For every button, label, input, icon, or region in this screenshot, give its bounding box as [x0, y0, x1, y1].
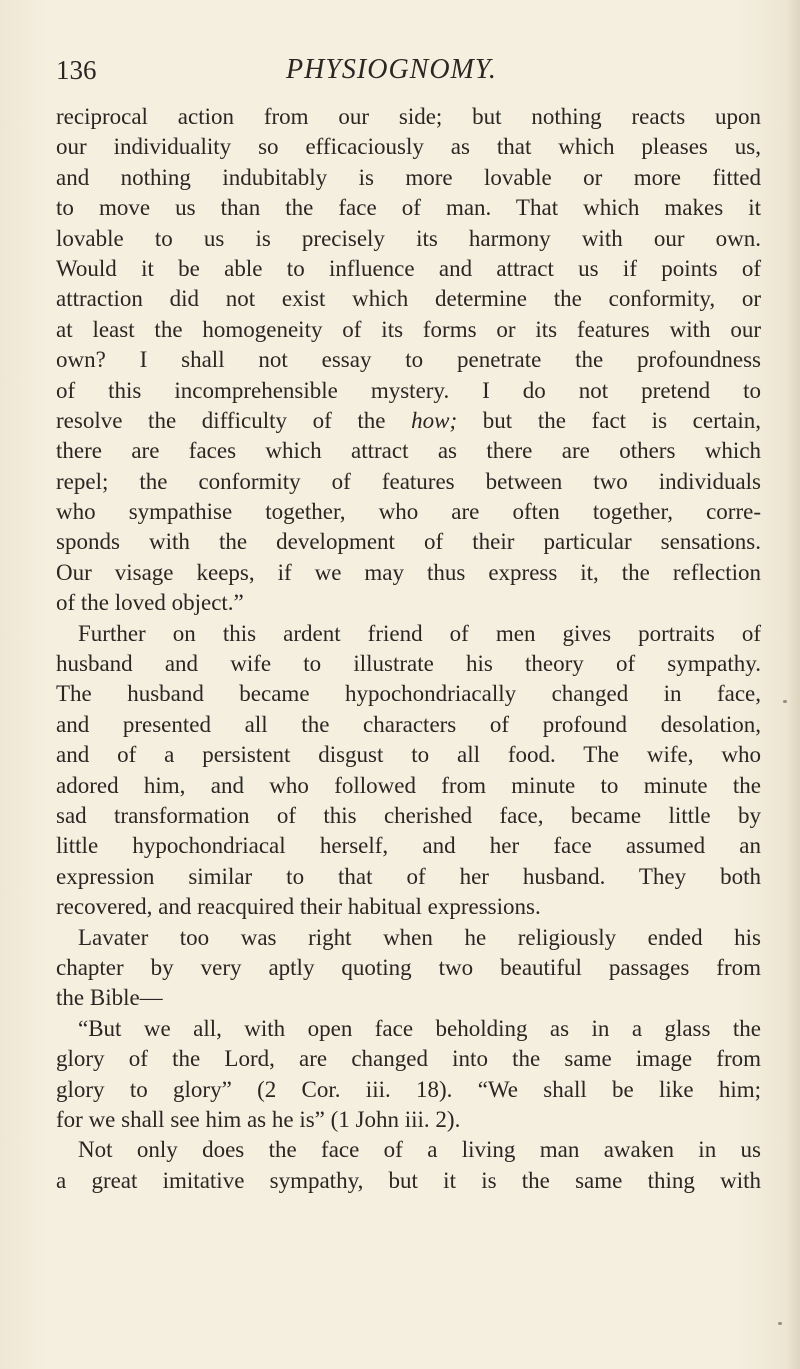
text-line	[56, 619, 761, 649]
text-run: the Bible—	[56, 985, 163, 1011]
running-title: PHYSIOGNOMY.	[286, 54, 497, 85]
text-line	[56, 771, 761, 801]
text-line	[56, 831, 761, 861]
text-run: and presented all the characters of profound desolation,	[56, 711, 761, 737]
text-line	[56, 315, 761, 345]
text-run: at least the homogeneity of its forms or its features with our	[56, 316, 761, 342]
text-run: sad transformation of this cherished face, became little by	[56, 802, 761, 828]
text-line	[56, 406, 761, 436]
text-run: sponds with the development of their particular sensations.	[56, 529, 761, 555]
text-line	[56, 892, 761, 922]
text-run: and nothing indubitably is more lovable or more fitted	[56, 164, 761, 190]
text-run: Further on this ardent friend of men gives portraits of	[78, 620, 761, 646]
body-text	[56, 102, 761, 1196]
text-line	[56, 649, 761, 679]
text-line	[56, 983, 761, 1013]
text-line	[56, 1044, 761, 1074]
text-run: there are faces which attract as there are others which	[56, 438, 761, 464]
text-run: little hypochondriacal herself, and her face assumed an	[56, 833, 761, 859]
text-line	[56, 284, 761, 314]
text-line	[56, 102, 761, 132]
text-line	[56, 1135, 761, 1165]
page-number: 136	[56, 55, 97, 85]
text-line	[56, 527, 761, 557]
text-run: and of a persistent disgust to all food. The wife, who	[56, 742, 761, 768]
text-run: reciprocal action from our side; but nothing reacts upon	[56, 104, 761, 129]
paper-speck	[783, 700, 787, 703]
text-line	[56, 588, 761, 618]
paper-speck	[778, 1322, 782, 1325]
text-run: Not only does the face of a living man awaken in us	[78, 1137, 761, 1163]
text-line	[56, 1075, 761, 1105]
text-run: Lavater too was right when he religiously ended his	[78, 924, 761, 950]
text-run: for we shall see him as he is” (1 John iii. 2).	[56, 1106, 461, 1132]
text-run: own? I shall not essay to penetrate the profoundness	[56, 347, 761, 373]
text-run: our individuality so efficaciously as that which pleases us,	[56, 134, 761, 160]
text-line	[56, 801, 761, 831]
text-run: glory to glory” (2 Cor. iii. 18). “We shall be like him;	[56, 1076, 761, 1102]
text-run: of this incomprehensible mystery. I do not pretend to	[56, 377, 761, 403]
text-run: chapter by very aptly quoting two beautiful passages from	[56, 954, 761, 980]
text-line	[56, 862, 761, 892]
text-line	[56, 679, 761, 709]
text-run: Would it be able to influence and attract us if points of	[56, 255, 761, 281]
text-run: glory of the Lord, are changed into the same image from	[56, 1046, 761, 1072]
text-line	[56, 376, 761, 406]
text-run: adored him, and who followed from minute to minute the	[56, 772, 761, 798]
text-line	[56, 345, 761, 375]
text-line	[56, 193, 761, 223]
text-run: who sympathise together, who are often together, corre-	[56, 499, 761, 525]
text-run: attraction did not exist which determine the conformity, or	[56, 286, 761, 312]
text-run: Our visage keeps, if we may thus express it, the reflection	[56, 559, 761, 585]
text-line	[56, 163, 761, 193]
text-run: repel; the conformity of features between two individuals	[56, 468, 761, 494]
text-run: resolve the difficulty of the	[56, 407, 412, 433]
text-line	[56, 467, 761, 497]
text-run: but the fact is certain,	[457, 407, 761, 433]
text-line	[56, 254, 761, 284]
text-run: lovable to us is precisely its harmony with our own.	[56, 225, 761, 251]
text-run: The husband became hypochondriacally changed in face,	[56, 681, 761, 707]
text-line	[56, 436, 761, 466]
text-line	[56, 1105, 761, 1135]
text-line	[56, 497, 761, 527]
text-run: a great imitative sympathy, but it is the same thing with	[56, 1167, 761, 1193]
text-run: “But we all, with open face beholding as in a glass the	[78, 1015, 761, 1041]
text-run: recovered, and reacquired their habitual expressions.	[56, 894, 541, 920]
running-head	[56, 50, 756, 90]
page-edge-shadow	[786, 0, 800, 1369]
text-run: husband and wife to illustrate his theory of sympathy.	[56, 651, 761, 677]
text-line	[56, 740, 761, 770]
text-run: to move us than the face of man. That which makes it	[56, 195, 761, 221]
text-line	[56, 224, 761, 254]
text-line	[56, 710, 761, 740]
text-line	[56, 132, 761, 162]
text-line	[56, 953, 761, 983]
text-run: of the loved object.”	[56, 590, 244, 616]
text-line	[56, 1166, 761, 1196]
italic-text-run: how;	[411, 407, 458, 433]
text-line	[56, 923, 761, 953]
text-run: expression similar to that of her husband. They both	[56, 863, 761, 889]
text-line	[56, 558, 761, 588]
text-line	[56, 1014, 761, 1044]
